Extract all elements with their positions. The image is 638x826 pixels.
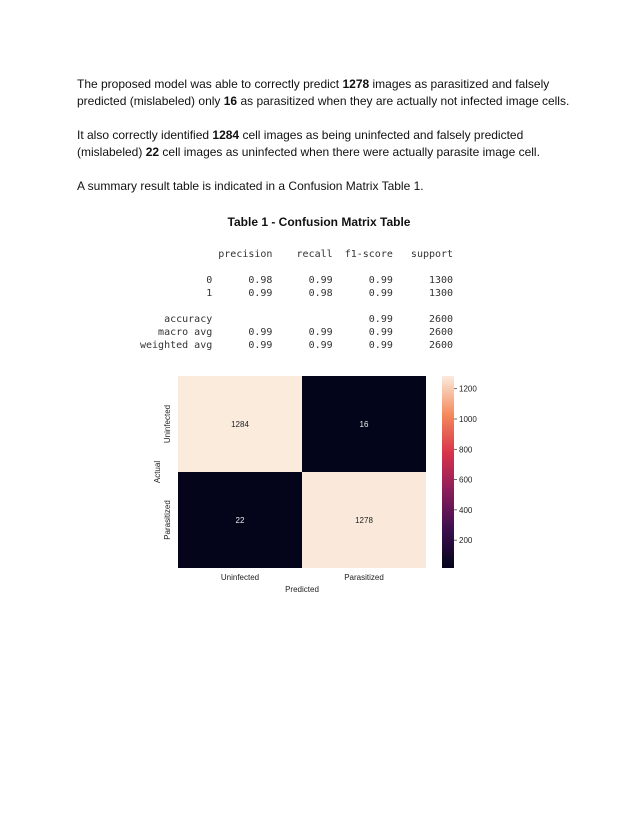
text: cell images as uninfected when there were actually parasite image cell. bbox=[159, 145, 540, 159]
colorbar bbox=[442, 376, 454, 568]
cell-value-label: 1284 bbox=[231, 420, 249, 429]
bold-count: 1278 bbox=[342, 77, 370, 91]
x-tick-label: Uninfected bbox=[220, 573, 260, 582]
report-header: precision recall f1-score support bbox=[140, 249, 454, 260]
y-tick-label: Uninfected bbox=[163, 404, 172, 444]
paragraph-summary: A summary result table is indicated in a Confusion Matrix Table 1. bbox=[77, 179, 424, 193]
report-row: weighted avg 0.99 0.99 0.99 2600 bbox=[140, 340, 454, 351]
y-axis-label: Actual bbox=[153, 460, 162, 484]
text: It also correctly identified bbox=[77, 128, 213, 142]
text: cell images as being uninfected and falsely predicted (mislabeled) bbox=[77, 128, 524, 159]
cell-value-label: 22 bbox=[235, 516, 245, 525]
classification-report bbox=[140, 248, 453, 352]
colorbar-tick-label: 600 bbox=[459, 475, 473, 485]
colorbar-tick-label: 1200 bbox=[459, 384, 477, 394]
y-tick-label: Parasitized bbox=[163, 500, 172, 540]
report-row: macro avg 0.99 0.99 0.99 2600 bbox=[140, 327, 454, 338]
x-tick-label: Parasitized bbox=[344, 573, 384, 582]
text: The proposed model was able to correctly predict bbox=[77, 77, 343, 91]
colorbar-tick-label: 200 bbox=[459, 536, 473, 546]
paragraph-correct-uninfected bbox=[77, 127, 577, 161]
bold-count: 22 bbox=[145, 145, 160, 159]
colorbar-tick-label: 1000 bbox=[459, 415, 477, 425]
bold-count: 1284 bbox=[212, 128, 240, 142]
cell-value-label: 1278 bbox=[355, 516, 373, 525]
colorbar-tick-label: 800 bbox=[459, 445, 473, 455]
confusion-matrix-heatmap bbox=[140, 368, 477, 596]
x-axis-label: Predicted bbox=[285, 585, 319, 594]
paragraph-correct-parasitized bbox=[77, 76, 577, 110]
table-caption: Table 1 - Confusion Matrix Table bbox=[227, 215, 411, 229]
text: images as parasitized and falsely predicted (mislabeled) only bbox=[77, 77, 550, 108]
text: as parasitized when they are actually not infected image cells. bbox=[237, 94, 570, 108]
colorbar-tick-label: 400 bbox=[459, 505, 473, 515]
report-row: accuracy 0.99 2600 bbox=[140, 314, 454, 325]
report-row: 1 0.99 0.98 0.99 1300 bbox=[140, 288, 454, 299]
cell-value-label: 16 bbox=[359, 420, 369, 429]
report-row: 0 0.98 0.99 0.99 1300 bbox=[140, 275, 454, 286]
bold-count: 16 bbox=[223, 94, 238, 108]
